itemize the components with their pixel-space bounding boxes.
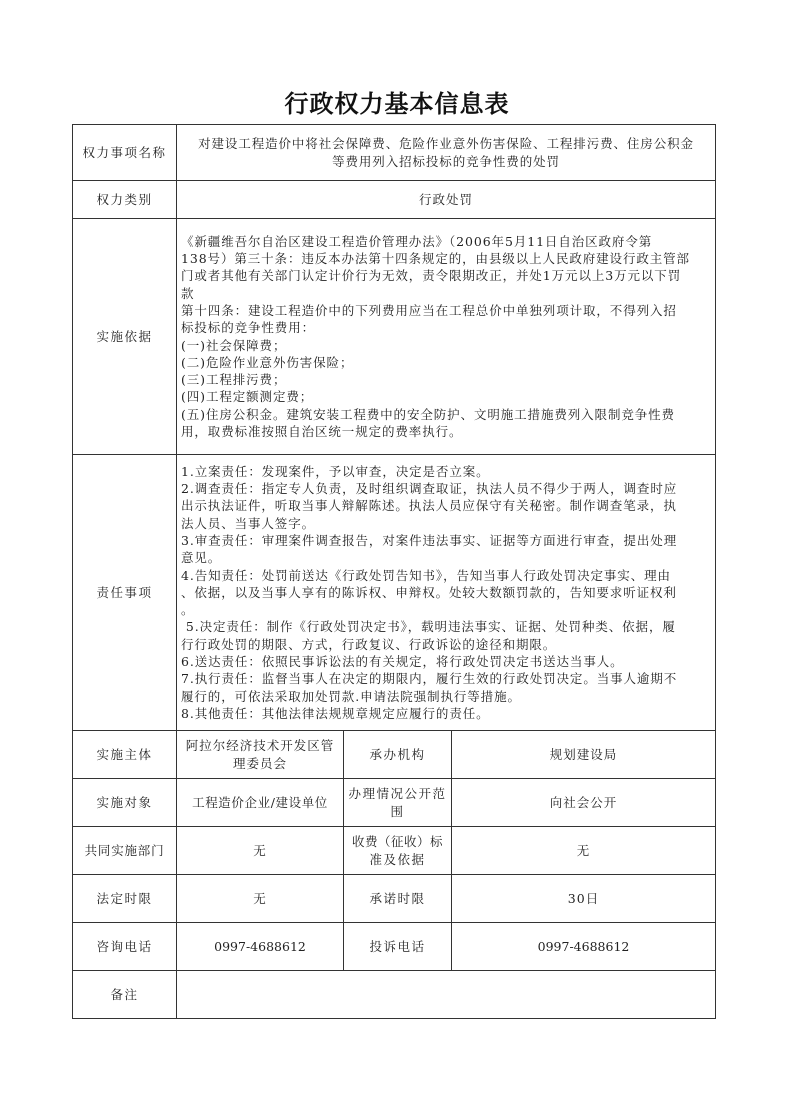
fee-standard-line: 收费（征收）标 xyxy=(351,834,443,850)
joint-dept-value: 无 xyxy=(177,827,344,875)
basis-line: 门或者其他有关部门认定计价行为无效，责令限期改正，并处1万元以上3万元以下罚 xyxy=(181,268,682,284)
promised-deadline-value: 30日 xyxy=(452,875,716,923)
basis-line: (二)危险作业意外伤害保险； xyxy=(181,354,354,370)
handling-agency-label: 承办机构 xyxy=(344,731,452,779)
fee-standard-line: 准及依据 xyxy=(369,851,426,867)
row-power-name xyxy=(73,125,716,181)
row-basis xyxy=(73,219,716,455)
remarks-value xyxy=(177,971,716,1019)
subject-value-line: 阿拉尔经济技术开发区管 xyxy=(185,738,335,754)
row-deadline xyxy=(73,875,716,923)
joint-dept-label: 共同实施部门 xyxy=(73,827,177,875)
disclosure-scope-line: 围 xyxy=(390,803,405,819)
handling-agency-value: 规划建设局 xyxy=(452,731,716,779)
info-table xyxy=(72,124,716,1019)
complaint-phone-label: 投诉电话 xyxy=(344,923,452,971)
responsibility-line: 履行的，可依法采取加处罚款.申请法院强制执行等措施。 xyxy=(181,688,521,704)
legal-deadline-value: 无 xyxy=(177,875,344,923)
basis-line: 用，取费标准按照自治区统一规定的费率执行。 xyxy=(181,423,463,439)
responsibility-line: 行行政处罚的期限、方式，行政复议、行政诉讼的途径和期限。 xyxy=(181,636,557,652)
legal-deadline-label: 法定时限 xyxy=(73,875,177,923)
fee-standard-value: 无 xyxy=(452,827,716,875)
basis-line: 标投标的竞争性费用： xyxy=(181,320,316,336)
basis-line: (四)工程定额测定费； xyxy=(181,389,314,405)
subject-label: 实施主体 xyxy=(73,731,177,779)
basis-line: (一)社会保障费； xyxy=(181,337,287,353)
disclosure-scope-label xyxy=(344,779,452,827)
basis-line: 款 xyxy=(181,285,195,301)
basis-label: 实施依据 xyxy=(73,219,177,455)
responsibility-line: 2.调查责任：指定专人负责，及时组织调查取证，执法人员不得少于两人，调查时应 xyxy=(181,481,678,497)
row-responsibility xyxy=(73,455,716,731)
responsibility-text xyxy=(177,455,716,731)
responsibility-line: 意见。 xyxy=(181,550,222,566)
promised-deadline-label: 承诺时限 xyxy=(344,875,452,923)
responsibility-line: 。 xyxy=(181,602,195,618)
power-category-label: 权力类别 xyxy=(73,181,177,219)
basis-line: (三)工程排污费； xyxy=(181,372,287,388)
responsibility-line: 出示执法证件，听取当事人辩解陈述。执法人员应保守有关秘密。制作调查笔录，执 xyxy=(181,498,677,514)
complaint-phone-value: 0997-4688612 xyxy=(452,923,716,971)
responsibility-line: 法人员、当事人签字。 xyxy=(181,515,316,531)
responsibility-line: 7.执行责任：监督当事人在决定的期限内，履行生效的行政处罚决定。当事人逾期不 xyxy=(181,671,678,687)
responsibility-label: 责任事项 xyxy=(73,455,177,731)
page-title: 行政权力基本信息表 xyxy=(284,89,510,118)
row-phone xyxy=(73,923,716,971)
target-value: 工程造价企业/建设单位 xyxy=(177,779,344,827)
row-remarks xyxy=(73,971,716,1019)
basis-line: 《新疆维吾尔自治区建设工程造价管理办法》（2006年5月11日自治区政府令第 xyxy=(181,233,653,249)
inquiry-phone-label: 咨询电话 xyxy=(73,923,177,971)
inquiry-phone-value: 0997-4688612 xyxy=(177,923,344,971)
responsibility-line: 1.立案责任：发现案件，予以审查，决定是否立案。 xyxy=(181,463,490,479)
responsibility-line: 4.告知责任：处罚前送达《行政处罚告知书》，告知当事人行政处罚决定事实、理由 xyxy=(181,567,671,583)
power-category-value: 行政处罚 xyxy=(177,181,716,219)
basis-line: 138号）第三十条：违反本办法第十四条规定的，由县级以上人民政府建设行政主管部 xyxy=(181,251,690,267)
fee-standard-label xyxy=(344,827,452,875)
power-name-line: 对建设工程造价中将社会保障费、危险作业意外伤害保险、工程排污费、住房公积金 xyxy=(198,136,694,152)
basis-text xyxy=(177,219,716,455)
row-joint xyxy=(73,827,716,875)
power-name-line: 等费用列入招标投标的竞争性费的处罚 xyxy=(332,153,560,169)
row-subject xyxy=(73,731,716,779)
responsibility-line: 、依据，以及当事人享有的陈诉权、申辩权。处较大数额罚款的，告知要求听证权利 xyxy=(181,584,677,600)
responsibility-line: 5.决定责任：制作《行政处罚决定书》，载明违法事实、证据、处罚种类、依据，履 xyxy=(181,619,676,635)
power-name-label: 权力事项名称 xyxy=(73,125,177,181)
basis-line: (五)住房公积金。建筑安装工程费中的安全防护、文明施工措施费列入限制竞争性费 xyxy=(181,406,675,422)
responsibility-line: 8.其他责任：其他法律法规规章规定应履行的责任。 xyxy=(181,705,490,721)
power-name-value xyxy=(177,125,716,181)
disclosure-scope-line: 办理情况公开范 xyxy=(348,786,447,802)
disclosure-scope-value: 向社会公开 xyxy=(452,779,716,827)
responsibility-line: 3.审查责任：审理案件调查报告，对案件违法事实、证据等方面进行审查，提出处理 xyxy=(181,532,678,548)
subject-value-line: 理委员会 xyxy=(232,755,287,771)
row-power-category xyxy=(73,181,716,219)
subject-value xyxy=(177,731,344,779)
row-target xyxy=(73,779,716,827)
responsibility-line: 6.送达责任：依照民事诉讼法的有关规定，将行政处罚决定书送达当事人。 xyxy=(181,654,624,670)
target-label: 实施对象 xyxy=(73,779,177,827)
basis-line: 第十四条：建设工程造价中的下列费用应当在工程总价中单独列项计取，不得列入招 xyxy=(181,302,677,318)
remarks-label: 备注 xyxy=(73,971,177,1019)
